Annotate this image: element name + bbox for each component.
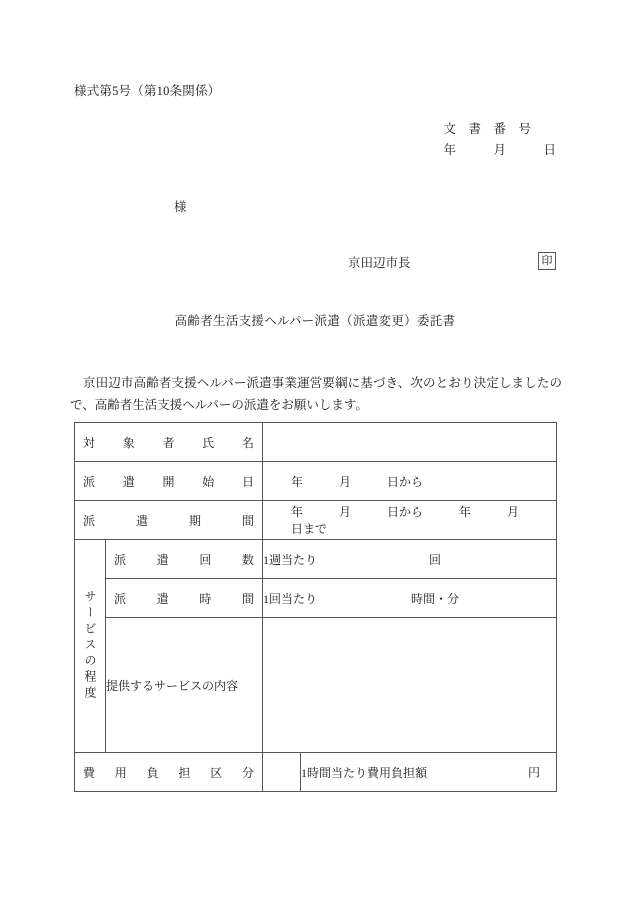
- char: 区: [210, 765, 223, 780]
- value-fee-category[interactable]: [263, 753, 301, 792]
- label-start-date-chars: [75, 473, 262, 490]
- char: 間: [242, 513, 255, 528]
- char: 分: [241, 765, 254, 780]
- fee-per-hour-label: 1時間当たり費用負担額: [301, 765, 428, 780]
- label-subject-name-chars: [75, 434, 262, 451]
- fee-per-hour-unit: 円: [528, 765, 541, 780]
- char: 者: [162, 435, 175, 450]
- char: 遣: [156, 552, 169, 567]
- char: 日: [242, 474, 255, 489]
- seal-stamp-box: 印: [538, 252, 556, 270]
- char: 派: [114, 591, 127, 606]
- dispatch-count-prefix: 1週当たり: [263, 552, 318, 567]
- form-number: 様式第5号（第10条関係）: [74, 84, 221, 98]
- application-form-table: [74, 422, 557, 792]
- label-subject-name: [75, 423, 263, 462]
- label-dispatch-hours: [106, 579, 263, 618]
- char: 派: [83, 513, 96, 528]
- char: 期: [189, 513, 202, 528]
- body-paragraph: 京田辺市高齢者支援ヘルパー派遣事業運営要綱に基づき、次のとおり決定しましたので、高齢者生活支援ヘルパーの派遣をお願いします。: [70, 376, 562, 412]
- char: 遣: [136, 513, 149, 528]
- value-dispatch-count[interactable]: [263, 540, 557, 579]
- label-fee-category: [75, 753, 263, 792]
- issuer-block: [348, 252, 556, 272]
- label-dispatch-count-chars: [106, 551, 262, 568]
- char: 遣: [156, 591, 169, 606]
- label-service-level-vertical: [75, 540, 106, 753]
- table-row-start-date: [75, 462, 557, 501]
- char: 担: [178, 765, 191, 780]
- value-period[interactable]: 年 月 日から 年 月 日まで: [263, 501, 557, 540]
- char: 派: [83, 474, 96, 489]
- char: 数: [241, 552, 254, 567]
- label-start-date: [75, 462, 263, 501]
- char: 回: [199, 552, 212, 567]
- label-fee-category-chars: [75, 764, 262, 781]
- char: 名: [242, 435, 255, 450]
- value-dispatch-hours[interactable]: [263, 579, 557, 618]
- value-service-contents[interactable]: [263, 618, 557, 753]
- table-row-dispatch-count: [75, 540, 557, 579]
- label-service-level-text: サービスの程度: [83, 590, 97, 702]
- char: 間: [241, 591, 254, 606]
- document-meta: [443, 119, 556, 161]
- label-dispatch-hours-chars: [106, 590, 262, 607]
- addressee-honorific: 様: [174, 200, 187, 214]
- char: 遣: [122, 474, 135, 489]
- table-row-period: [75, 501, 557, 540]
- table-row-service-contents: [75, 618, 557, 753]
- char: 始: [202, 474, 215, 489]
- table-row-subject-name: [75, 423, 557, 462]
- char: 用: [114, 765, 127, 780]
- document-number-label: 文 書 番 号: [443, 122, 531, 136]
- label-service-contents: 提供するサービスの内容: [106, 618, 263, 753]
- char: 時: [199, 591, 212, 606]
- dispatch-hours-unit: 時間・分: [411, 591, 460, 606]
- dispatch-count-unit: 回: [429, 552, 442, 567]
- document-date-label: 年 月 日: [443, 143, 556, 157]
- char: 負: [146, 765, 159, 780]
- char: 派: [114, 552, 127, 567]
- document-title: 高齢者生活支援ヘルパー派遣（派遣変更）委託書: [174, 314, 456, 328]
- dispatch-hours-prefix: 1回当たり: [263, 591, 318, 606]
- table-row-dispatch-hours: [75, 579, 557, 618]
- char: 象: [122, 435, 135, 450]
- char: 氏: [202, 435, 215, 450]
- value-subject-name[interactable]: [263, 423, 557, 462]
- label-dispatch-count: [106, 540, 263, 579]
- char: 開: [162, 474, 175, 489]
- char: 費: [83, 765, 96, 780]
- value-fee-per-hour[interactable]: [301, 753, 557, 792]
- issuer-name: 京田辺市長: [348, 256, 411, 270]
- label-period: [75, 501, 263, 540]
- char: 対: [83, 435, 96, 450]
- label-period-chars: [75, 512, 262, 529]
- table-row-fee-category: [75, 753, 557, 792]
- value-start-date[interactable]: 年 月 日から: [263, 462, 557, 501]
